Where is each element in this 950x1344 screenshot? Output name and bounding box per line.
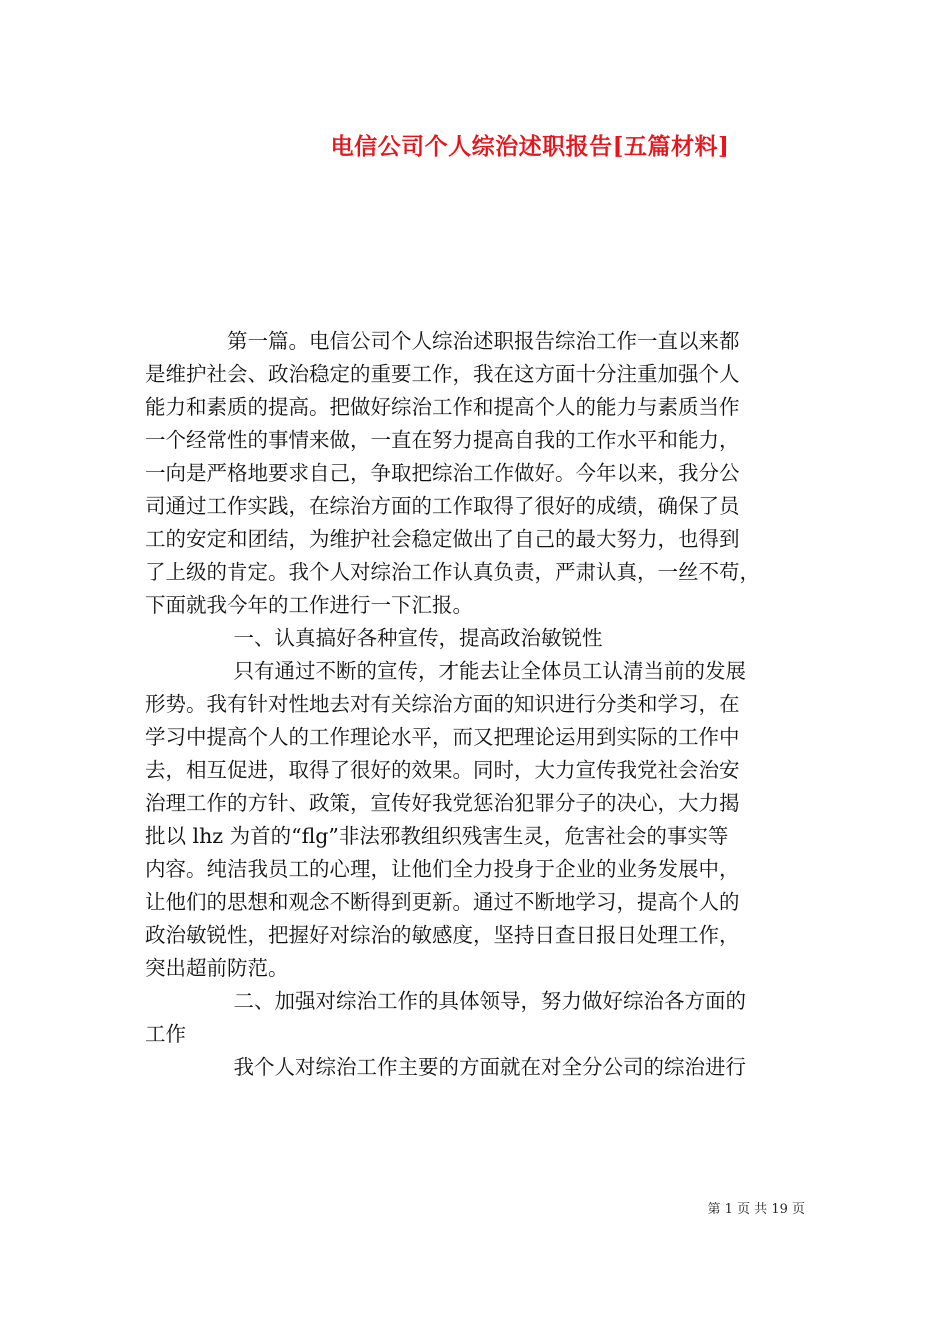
text-line: 我个人对综治工作主要的方面就在对全分公司的综治进行 xyxy=(145,1055,747,1079)
text-line: 去，相互促进，取得了很好的效果。同时，大力宣传我党社会治安 xyxy=(145,758,740,782)
text-line: 只有通过不断的宣传，才能去让全体员工认清当前的发展 xyxy=(145,659,747,683)
text-line: 了上级的肯定。我个人对综治工作认真负责，严肃认真，一丝不苟， xyxy=(145,560,760,584)
document-title: 电信公司个人综治述职报告[五篇材料] xyxy=(330,133,730,160)
text-line: 突出超前防范。 xyxy=(145,956,289,980)
text-line: 一个经常性的事情来做，一直在努力提高自我的工作水平和能力， xyxy=(145,428,740,452)
text-line: 下面就我今年的工作进行一下汇报。 xyxy=(145,593,473,617)
text-line: 让他们的思想和观念不断得到更新。通过不断地学习，提高个人的 xyxy=(145,890,740,914)
text-line: 工作 xyxy=(145,1022,186,1046)
text-line: 是维护社会、政治稳定的重要工作，我在这方面十分注重加强个人 xyxy=(145,362,740,386)
text-line: 司通过工作实践，在综治方面的工作取得了很好的成绩，确保了员 xyxy=(145,494,740,518)
text-line: 能力和素质的提高。把做好综治工作和提高个人的能力与素质当作 xyxy=(145,395,740,419)
section-heading: 二、加强对综治工作的具体领导，努力做好综治各方面的 xyxy=(145,989,747,1013)
text-line: 第一篇。电信公司个人综治述职报告综治工作一直以来都 xyxy=(145,329,740,353)
section-heading: 一、认真搞好各种宣传，提高政治敏锐性 xyxy=(145,626,603,650)
document-body xyxy=(145,325,810,1084)
text-line: 批以 lhz 为首的“flg”非法邪教组织残害生灵，危害社会的事实等 xyxy=(145,824,729,848)
page-number-footer: 第 1 页 共 19 页 xyxy=(707,1202,805,1217)
text-line: 形势。我有针对性地去对有关综治方面的知识进行分类和学习，在 xyxy=(145,692,740,716)
text-line: 学习中提高个人的工作理论水平，而又把理论运用到实际的工作中 xyxy=(145,725,740,749)
text-line: 工的安定和团结，为维护社会稳定做出了自己的最大努力，也得到 xyxy=(145,527,740,551)
text-line: 内容。纯洁我员工的心理，让他们全力投身于企业的业务发展中， xyxy=(145,857,740,881)
text-line: 一向是严格地要求自己，争取把综治工作做好。今年以来，我分公 xyxy=(145,461,740,485)
text-line: 治理工作的方针、政策，宣传好我党惩治犯罪分子的决心，大力揭 xyxy=(145,791,740,815)
text-line: 政治敏锐性，把握好对综治的敏感度，坚持日查日报日处理工作， xyxy=(145,923,740,947)
